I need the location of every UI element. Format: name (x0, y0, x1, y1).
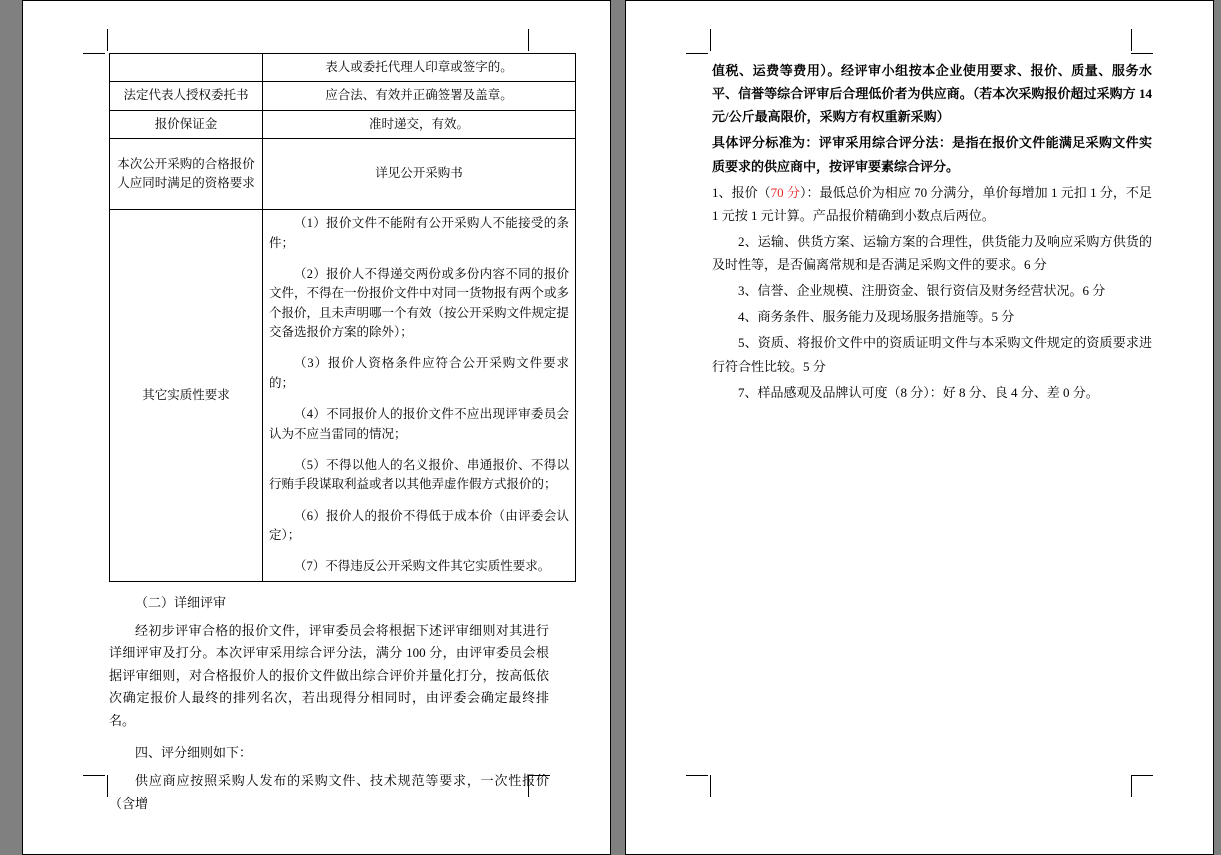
document-page-right (625, 0, 1214, 855)
scoring-item-2: 2、运输、供货方案、运输方案的合理性，供货能力及响应采购方供货的及时性等，是否偏离常规和是否满足采购文件的要求。6 分 (712, 233, 1152, 272)
scoring-item-5: 5、资质、将报价文件中的资质证明文件与本采购文件规定的资质要求进行符合性比较。5 分 (712, 335, 1152, 374)
table-row (110, 139, 576, 210)
document-page-left (22, 0, 611, 855)
table-cell-label: 报价保证金 (110, 110, 263, 138)
table-cell-label: 其它实质性要求 (110, 210, 263, 582)
table-row (110, 54, 576, 82)
table-cell-label (110, 54, 263, 82)
scoring-item-3: 3、信誉、企业规模、注册资金、银行资信及财务经营状况。6 分 (738, 283, 1106, 299)
scoring-item-1-prefix: 1、报价（ (712, 184, 771, 200)
requirement-item: （1）报价文件不能附有公开采购人不能接受的条件； (269, 216, 569, 250)
right-page-content (712, 59, 1152, 407)
requirement-item: （3）报价人资格条件应符合公开采购文件要求的； (269, 356, 569, 390)
paragraph-scoring-intro: 供应商应按照采购人发布的采购文件、技术规范等要求，一次性报价（含增 (109, 773, 549, 811)
requirements-table (109, 53, 576, 582)
crop-mark-bottom-left (686, 769, 716, 799)
requirement-item: （7）不得违反公开采购文件其它实质性要求。 (294, 559, 551, 574)
table-row (110, 82, 576, 110)
requirement-item: （2）报价人不得递交两份或多份内容不同的报价文件，不得在一份报价文件中对同一货物报有两个或多个报价，且未声明哪一个有效（按公开采购文件规定提交备选报价方案的除外）； (269, 266, 570, 339)
table-cell-label: 法定代表人授权委托书 (110, 82, 263, 110)
requirement-item: （5）不得以他人的名义报价、串通报价、不得以行贿手段谋取利益或者以其他弄虚作假方式报价的； (269, 457, 569, 492)
scoring-item-1 (712, 181, 1152, 227)
requirement-item: （6）报价人的报价不得低于成本价（由评委会认定）； (269, 508, 569, 542)
scoring-item-4: 4、商务条件、服务能力及现场服务措施等。5 分 (738, 309, 1015, 325)
table-cell-value: 详见公开采购书 (263, 139, 576, 210)
table-cell-value-list (263, 210, 576, 582)
table-cell-label: 本次公开采购的合格报价人应同时满足的资格要求 (110, 139, 263, 210)
paragraph-detailed-review: 经初步评审合格的报价文件，评审委员会将根据下述评审细则对其进行详细评审及打分。本次评审采用综合评分法，满分 100 分，由评审委员会根据评审细则，对合格报价人的报价文件做出综合评价并量化打分，按高低依次确定报价人最终的排列名次，若出现得分相同时，由评委会确定最终排名。 (109, 623, 549, 728)
table-cell-value: 准时递交，有效。 (263, 110, 576, 138)
table-cell-value: 表人或委托代理人印章或签字的。 (263, 54, 576, 82)
crop-mark-top-right (1123, 29, 1153, 59)
scoring-item-1-highlight: 70 分 (770, 184, 800, 200)
section-title-scoring-rules: 四、评分细则如下： (135, 744, 253, 760)
crop-mark-bottom-right (1123, 769, 1153, 799)
table-row (110, 210, 576, 582)
scoring-item-7: 7、样品感观及品牌认可度（8 分）：好 8 分、良 4 分、差 0 分。 (738, 384, 1099, 400)
paragraph-evaluation-intro: 值税、运费等费用）。经评审小组按本企业使用要求、报价、质量、服务水平、信誉等综合评审后合理低价者为供应商。（若本次采购报价超过采购方 14 元/公斤最高限价，采购方有权重新采购） (712, 63, 1152, 125)
crop-mark-top-left (686, 29, 716, 59)
requirement-item: （4）不同报价人的报价文件不应出现评审委员会认为不应当雷同的情况； (269, 407, 569, 441)
scoring-item-1-suffix: ）：最低总价为相应 70 分满分，单价每增加 1 元扣 1 分，不足 1 元按 1 元计算。产品报价精确到小数点后两位。 (712, 184, 1152, 223)
table-row (110, 110, 576, 138)
table-cell-value: 应合法、有效并正确签署及盖章。 (263, 82, 576, 110)
section-title-detailed-review: （二）详细评审 (135, 594, 227, 610)
left-page-content (109, 53, 570, 815)
paragraph-scoring-standard: 具体评分标准为：评审采用综合评分法：是指在报价文件能满足采购文件实质要求的供应商中，按评审要素综合评分。 (712, 135, 1152, 174)
